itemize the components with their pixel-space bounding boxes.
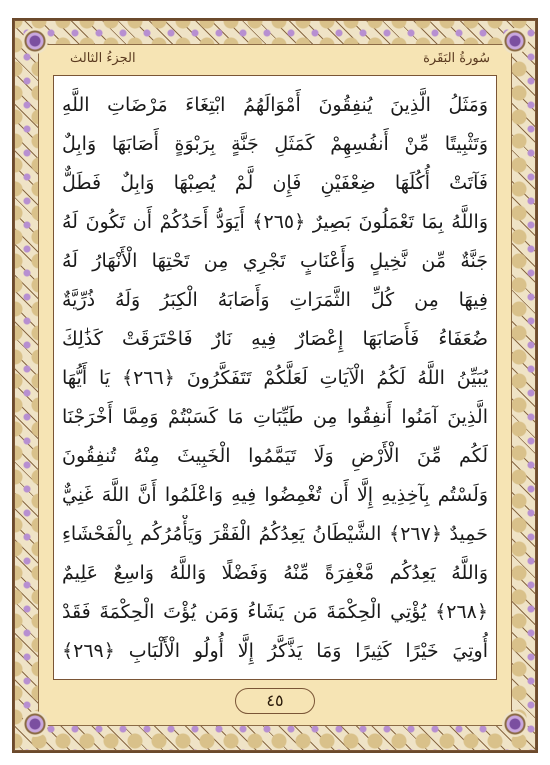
surah-title: سُورةُ البَقَرة: [423, 51, 490, 66]
text-line: ﴿٢٦٨﴾ يُؤْتِي الْحِكْمَةَ مَن يَشَاءُ وَمَن يُؤْتَ الْحِكْمَةَ فَقَدْ: [62, 601, 488, 623]
corner-ornament-icon: [502, 28, 528, 54]
text-line: فَآتَتْ أُكُلَهَا ضِعْفَيْنِ فَإِن لَّمْ يُصِبْهَا وَابِلٌ فَطَلٌّ: [62, 172, 488, 194]
text-line: فِيهَا مِن كُلِّ الثَّمَرَاتِ وَأَصَابَهُ الْكِبَرُ وَلَهُ ذُرِّيَّةٌ: [62, 289, 488, 311]
text-line: حَمِيدٌ ﴿٢٦٧﴾ الشَّيْطَانُ يَعِدُكُمُ الْفَقْرَ وَيَأْمُرُكُم بِالْفَحْشَاءِ: [62, 523, 488, 545]
text-line: جَنَّةٌ مِّن نَّخِيلٍ وَأَعْنَابٍ تَجْرِي مِن تَحْتِهَا الْأَنْهَارُ لَهُ: [62, 250, 488, 272]
text-line: وَاللَّهُ يَعِدُكُم مَّغْفِرَةً مِّنْهُ وَفَضْلًا وَاللَّهُ وَاسِعٌ عَلِيمٌ: [62, 562, 488, 584]
text-line: وَلَسْتُم بِآخِذِيهِ إِلَّا أَن تُغْمِضُوا فِيهِ وَاعْلَمُوا أَنَّ اللَّهَ غَنِيٌّ: [62, 484, 488, 506]
page-number: ٤٥: [235, 688, 315, 714]
juz-title: الجزءُ الثالث: [70, 51, 136, 66]
text-line: يُبَيِّنُ اللَّهُ لَكُمُ الْآيَاتِ لَعَلَّكُمْ تَتَفَكَّرُونَ ﴿٢٦٦﴾ يَا أَيُّهَا: [62, 367, 488, 389]
text-line: ضُعَفَاءُ فَأَصَابَهَا إِعْصَارٌ فِيهِ نَارٌ فَاحْتَرَقَتْ كَذَٰلِكَ: [62, 328, 488, 350]
corner-ornament-icon: [502, 711, 528, 737]
corner-ornament-icon: [22, 711, 48, 737]
text-line: وَاللَّهُ بِمَا تَعْمَلُونَ بَصِيرٌ ﴿٢٦٥﴾ أَيَوَدُّ أَحَدُكُمْ أَن تَكُونَ لَهُ: [62, 211, 488, 233]
corner-ornament-icon: [22, 28, 48, 54]
text-line: وَتَثْبِيتًا مِّنْ أَنفُسِهِمْ كَمَثَلِ جَنَّةٍ بِرَبْوَةٍ أَصَابَهَا وَابِلٌ: [62, 133, 488, 155]
text-line: الَّذِينَ آمَنُوا أَنفِقُوا مِن طَيِّبَاتِ مَا كَسَبْتُمْ وَمِمَّا أَخْرَجْنَا: [62, 406, 488, 428]
text-line: وَمَثَلُ الَّذِينَ يُنفِقُونَ أَمْوَالَهُمُ ابْتِغَاءَ مَرْضَاتِ اللَّهِ: [62, 94, 488, 116]
text-line: أُوتِيَ خَيْرًا كَثِيرًا وَمَا يَذَّكَّرُ إِلَّا أُولُو الْأَلْبَابِ ﴿٢٦٩﴾: [62, 640, 488, 662]
text-line: لَكُم مِّنَ الْأَرْضِ وَلَا تَيَمَّمُوا الْخَبِيثَ مِنْهُ تُنفِقُونَ: [62, 445, 488, 467]
